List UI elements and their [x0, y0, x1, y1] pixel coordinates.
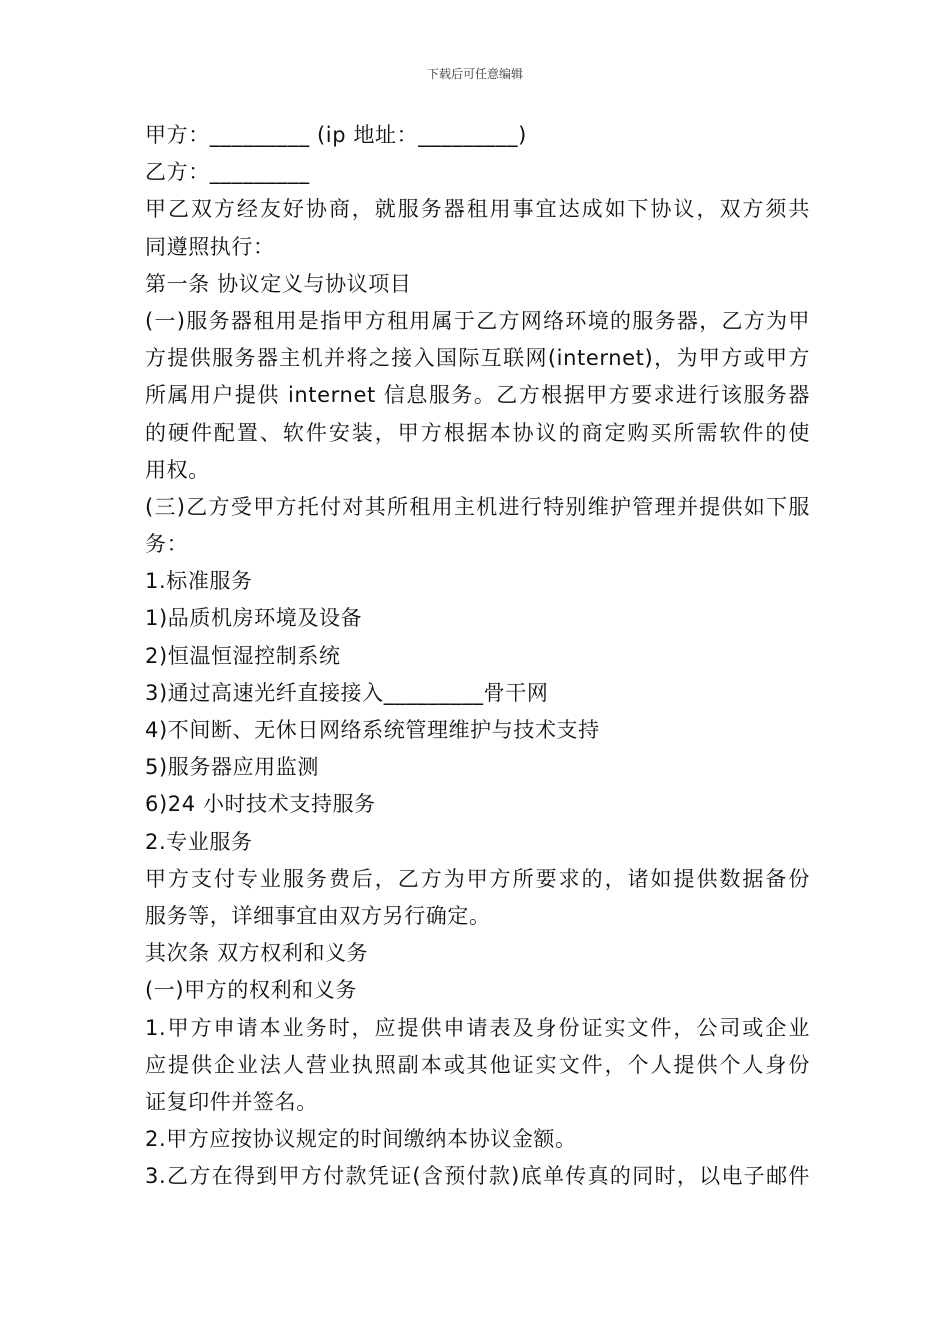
document-line: 第一条 协议定义与协议项目: [145, 271, 412, 296]
document-line: 4)不间断、无休日网络系统管理维护与技术支持: [145, 718, 600, 742]
document-line: 乙方：_________: [145, 160, 310, 185]
document-line: 其次条 双方权利和义务: [145, 941, 369, 966]
document-line: 2.专业服务: [145, 829, 253, 854]
document-line: 甲方支付专业服务费后，乙方为甲方所要求的，诸如提供数据备份: [145, 866, 810, 891]
document-line: 方提供服务器主机并将之接入国际互联网(internet)，为甲方或甲方: [145, 346, 810, 371]
document-line: (一)服务器租用是指甲方租用属于乙方网络环境的服务器，乙方为甲: [145, 308, 810, 333]
document-line: 5)服务器应用监测: [145, 755, 319, 780]
document-line: 证复印件并签名。: [145, 1089, 318, 1114]
document-line: 所属用户提供 internet 信息服务。乙方根据甲方要求进行该服务器: [145, 383, 810, 408]
document-line: 的硬件配置、软件安装，甲方根据本协议的商定购买所需软件的使: [145, 420, 810, 445]
document-line: 服务等，详细事宜由双方另行确定。: [145, 903, 491, 928]
document-line: 1.标准服务: [145, 569, 253, 594]
document-line: 3)通过高速光纤直接接入_________骨干网: [145, 680, 549, 705]
document-line: 用权。: [145, 457, 210, 482]
document-line: 甲方：_________ (ip 地址：_________): [145, 123, 527, 147]
page-header-note: 下载后可任意编辑: [426, 67, 523, 81]
document-line: 1)品质机房环境及设备: [145, 606, 363, 631]
document-line: 1.甲方申请本业务时，应提供申请表及身份证实文件，公司或企业: [145, 1015, 810, 1040]
document-line: 同遵照执行：: [145, 234, 275, 259]
document-line: (一)甲方的权利和义务: [145, 978, 357, 1003]
document-line: 甲乙双方经友好协商，就服务器租用事宜达成如下协议，双方须共: [145, 197, 810, 222]
document-line: 务：: [145, 532, 189, 557]
document-line: 6)24 小时技术支持服务: [145, 792, 376, 817]
document-body: [145, 117, 810, 1195]
document-line: 应提供企业法人营业执照副本或其他证实文件，个人提供个人身份: [145, 1052, 810, 1077]
document-line: 2.甲方应按协议规定的时间缴纳本协议金额。: [145, 1127, 577, 1152]
document-line: (三)乙方受甲方托付对其所租用主机进行特别维护管理并提供如下服: [145, 494, 810, 519]
document-line: 3.乙方在得到甲方付款凭证(含预付款)底单传真的同时，以电子邮件: [145, 1164, 810, 1189]
document-line: 2)恒温恒湿控制系统: [145, 643, 341, 668]
